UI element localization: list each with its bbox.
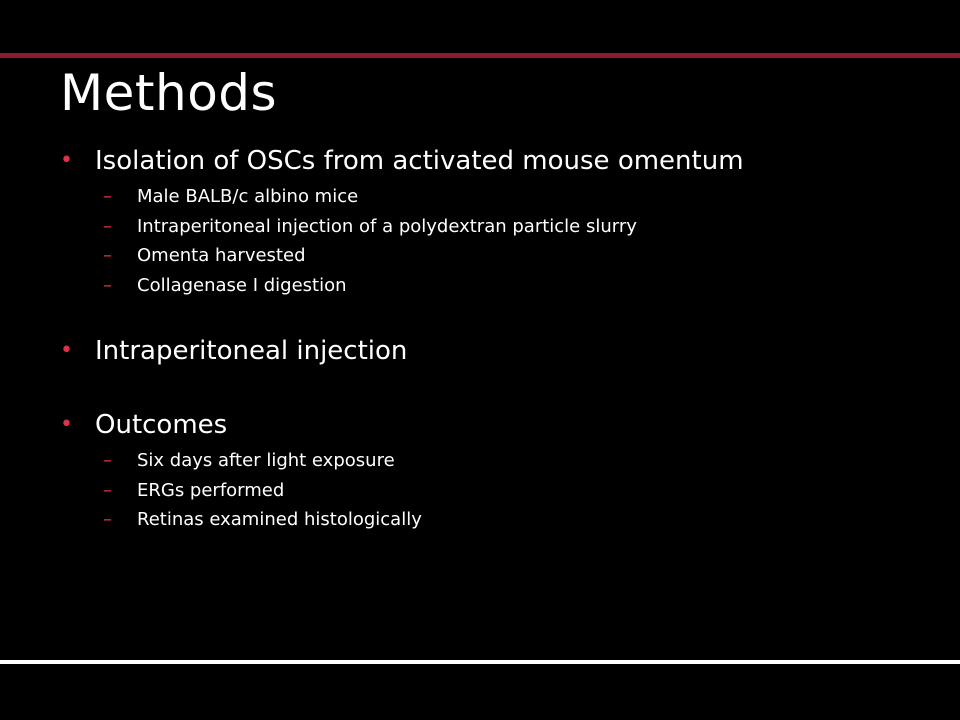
dash-icon: –	[103, 274, 112, 296]
bullet-text: Isolation of OSCs from activated mouse omentum	[95, 146, 744, 176]
sub-item	[60, 476, 920, 506]
bullet-icon: •	[60, 148, 73, 173]
sub-item-text: Omenta harvested	[137, 245, 306, 266]
sub-list	[60, 446, 920, 535]
dash-icon: –	[103, 245, 112, 266]
spacer	[60, 372, 920, 404]
slide-content	[60, 140, 920, 535]
sub-item	[60, 271, 920, 301]
sub-item-text: Six days after light exposure	[137, 450, 395, 471]
bullet-item	[60, 404, 920, 446]
bullet-icon: •	[60, 338, 73, 363]
sub-list	[60, 182, 920, 300]
dash-icon: –	[103, 215, 112, 237]
sub-item	[60, 182, 920, 212]
bullet-icon: •	[60, 412, 73, 437]
spacer	[60, 300, 920, 330]
sub-item-text: Retinas examined histologically	[137, 509, 422, 530]
dash-icon: –	[103, 479, 112, 501]
slide-title: Methods	[60, 64, 278, 122]
bullet-text: Outcomes	[95, 410, 228, 440]
dash-icon: –	[103, 509, 112, 530]
dash-icon: –	[103, 186, 112, 207]
sub-item	[60, 505, 920, 535]
footer-divider	[0, 660, 960, 664]
sub-item	[60, 446, 920, 476]
sub-item-text: Male BALB/c albino mice	[137, 186, 359, 207]
sub-item	[60, 212, 920, 242]
dash-icon: –	[103, 450, 112, 471]
bullet-item	[60, 140, 920, 182]
sub-item-text: Collagenase I digestion	[137, 274, 347, 296]
sub-item-text: Intraperitoneal injection of a polydextran particle slurry	[137, 215, 637, 237]
sub-item	[60, 241, 920, 271]
bullet-item	[60, 330, 920, 372]
bullet-text: Intraperitoneal injection	[95, 336, 408, 366]
sub-item-text: ERGs performed	[137, 479, 285, 501]
